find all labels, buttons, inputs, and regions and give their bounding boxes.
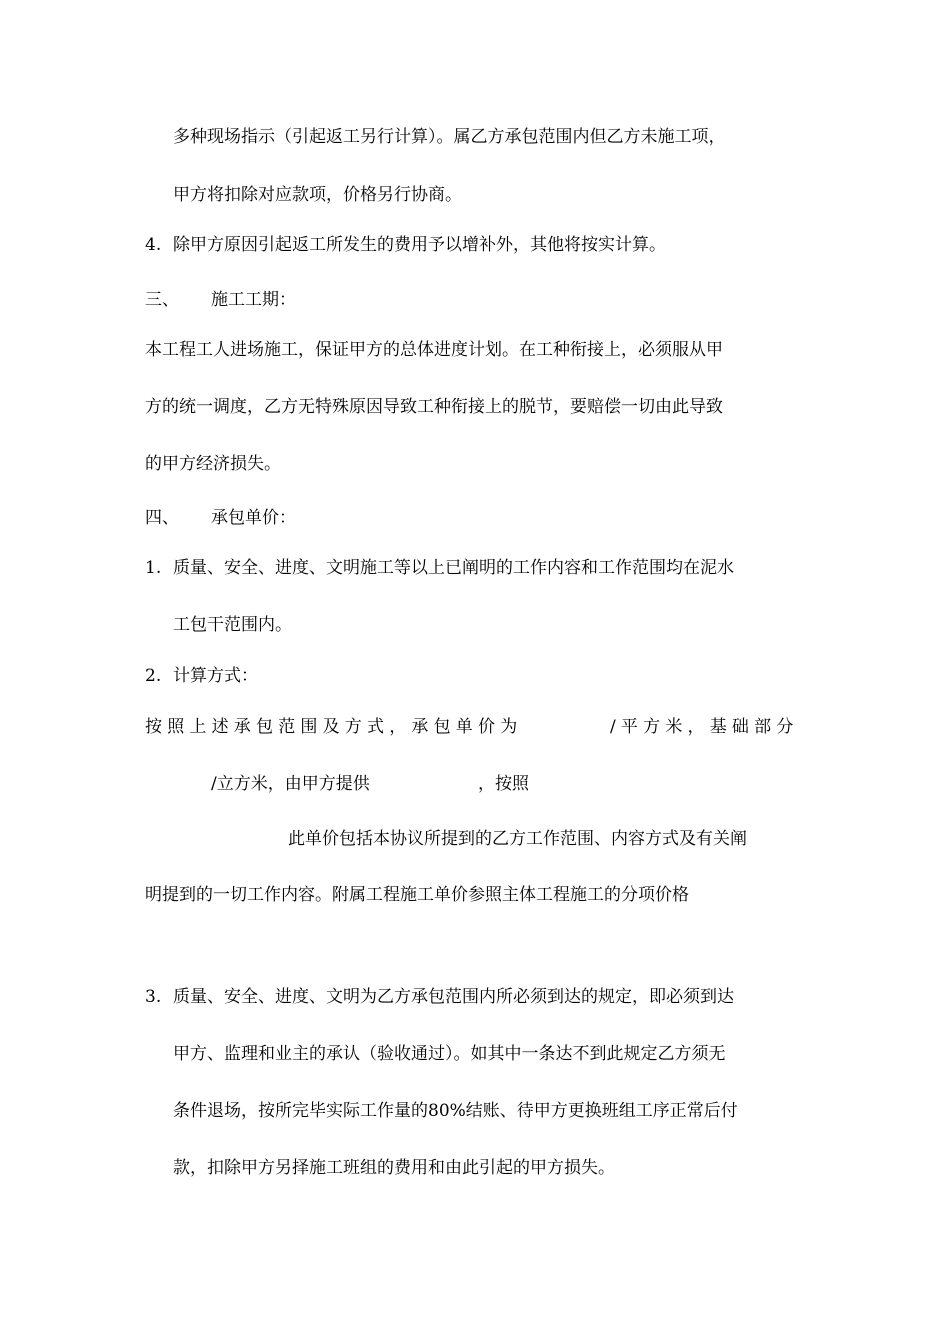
calc-line-1-part-a: 按照上述承包范围及方式，承包单价为 [145,717,523,737]
item-2-number: 2. [145,666,162,686]
item-1-line-2: 工包干范围内。 [173,615,292,635]
continuation-line-2: 甲方将扣除对应款项，价格另行协商。 [173,185,462,205]
item-4-text: 除甲方原因引起返工所发生的费用予以增补外，其他将按实计算。 [173,235,666,255]
section-4-number: 四、 [145,508,179,528]
item-4-number: 4. [145,235,162,255]
item-2-text: 计算方式： [173,666,258,686]
item-1-number: 1. [145,558,162,578]
calc-line-4: 明提到的一切工作内容。附属工程施工单价参照主体工程施工的分项价格 [145,885,689,905]
calc-line-3: 此单价包括本协议所提到的乙方工作范围、内容方式及有关阐 [288,829,747,849]
calc-line-2-part-a: /立方米，由甲方提供 [211,774,370,794]
item-3-line-4: 款，扣除甲方另择施工班组的费用和由此引起的甲方损失。 [173,1158,615,1178]
section-3-title: 施工工期： [211,290,296,310]
item-3-line-3: 条件退场，按所完毕实际工作量的80%结账、待甲方更换班组工序正常后付 [173,1101,738,1121]
item-3-line-1: 质量、安全、进度、文明为乙方承包范围内所必须到达的规定，即必须到达 [173,987,734,1007]
section-4-title: 承包单价： [211,508,296,528]
section-3-body-line-3: 的甲方经济损失。 [145,454,281,474]
item-3-line-2: 甲方、监理和业主的承认（验收通过）。如其中一条达不到此规定乙方须无 [173,1044,726,1064]
calc-line-2-part-b: ，按照 [478,774,529,794]
item-1-line-1: 质量、安全、进度、文明施工等以上已阐明的工作内容和工作范围均在泥水 [173,558,734,578]
continuation-line-1: 多种现场指示（引起返工另行计算）。属乙方承包范围内但乙方未施工项， [173,127,726,147]
section-3-body-line-2: 方的统一调度，乙方无特殊原因导致工种衔接上的脱节，要赔偿一切由此导致 [145,397,723,417]
calc-line-1-part-b: /平方米，基础部分 [610,717,799,737]
section-3-body-line-1: 本工程工人进场施工，保证甲方的总体进度计划。在工种衔接上，必须服从甲 [145,340,723,360]
section-3-number: 三、 [145,290,179,310]
item-3-number: 3. [145,987,162,1007]
